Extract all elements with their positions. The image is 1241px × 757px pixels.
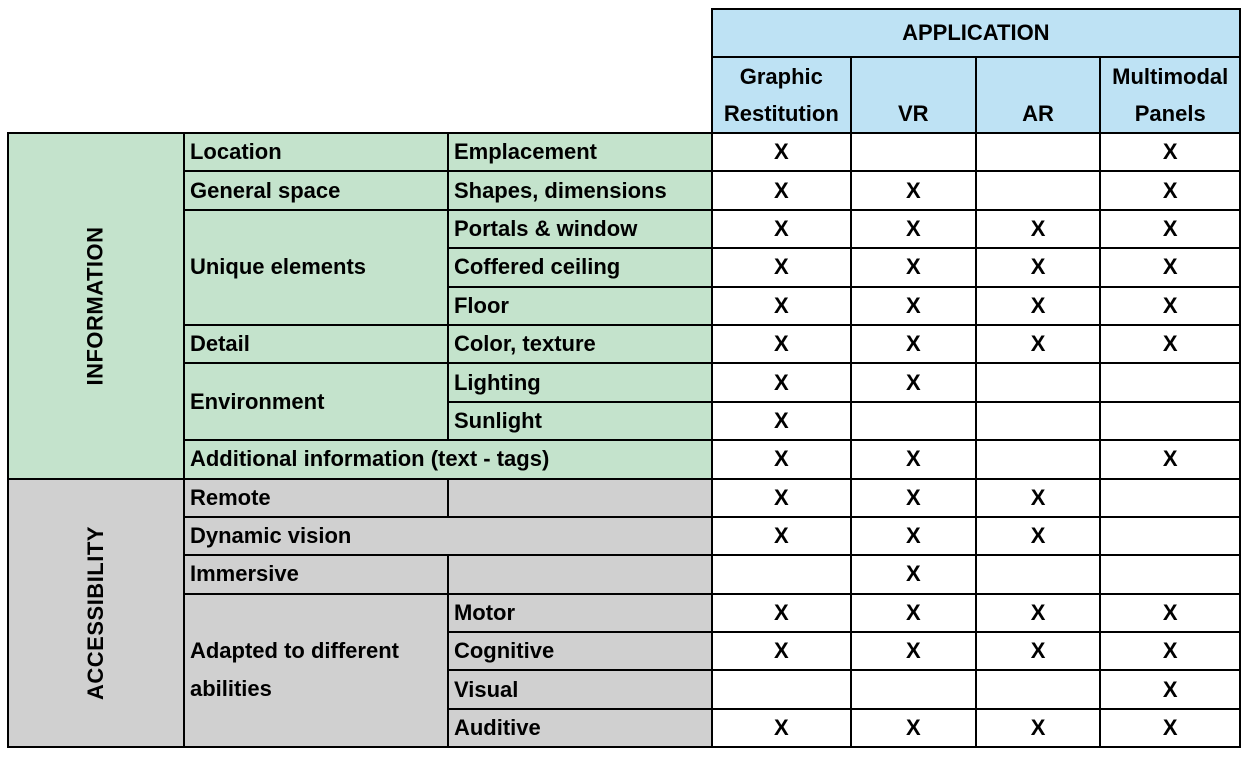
mark-cell xyxy=(851,402,976,440)
mark-cell xyxy=(976,670,1101,708)
subcategory-visual: Visual xyxy=(448,670,712,708)
category-location: Location xyxy=(184,133,448,171)
mark-cell: X xyxy=(851,555,976,593)
mark-cell: X xyxy=(976,632,1101,670)
category-dynamic-vision: Dynamic vision xyxy=(184,517,712,555)
mark-cell xyxy=(712,670,851,708)
table-row xyxy=(8,555,1240,593)
subcategory-lighting: Lighting xyxy=(448,363,712,401)
mark-cell: X xyxy=(712,440,851,478)
subcategory-auditive: Auditive xyxy=(448,709,712,747)
mark-cell: X xyxy=(1100,210,1240,248)
column-header-multimodal-panels xyxy=(1100,57,1240,133)
mark-cell: X xyxy=(851,287,976,325)
mark-cell: X xyxy=(712,325,851,363)
subcategory-portals: Portals & window xyxy=(448,210,712,248)
header-row-columns xyxy=(8,57,1240,133)
table-row xyxy=(8,363,1240,401)
blank-corner xyxy=(8,9,712,57)
column-header-line2: Restitution xyxy=(723,101,839,126)
mark-cell: X xyxy=(976,210,1101,248)
column-header-line2: Panels xyxy=(1134,101,1206,126)
mark-cell xyxy=(976,363,1101,401)
table-row xyxy=(8,171,1240,209)
mark-cell: X xyxy=(851,632,976,670)
subcategory-motor: Motor xyxy=(448,594,712,632)
mark-cell: X xyxy=(851,440,976,478)
mark-cell: X xyxy=(976,709,1101,747)
subcategory-floor: Floor xyxy=(448,287,712,325)
mark-cell xyxy=(1100,363,1240,401)
group-accessibility-label: ACCESSIBILITY xyxy=(8,479,184,748)
mark-cell: X xyxy=(1100,594,1240,632)
mark-cell: X xyxy=(1100,325,1240,363)
mark-cell: X xyxy=(851,479,976,517)
mark-cell: X xyxy=(712,248,851,286)
mark-cell: X xyxy=(851,325,976,363)
mark-cell xyxy=(1100,402,1240,440)
mark-cell: X xyxy=(712,517,851,555)
category-unique-elements: Unique elements xyxy=(184,210,448,325)
mark-cell: X xyxy=(712,210,851,248)
table-row xyxy=(8,517,1240,555)
subcategory-immersive-empty xyxy=(448,555,712,593)
mark-cell: X xyxy=(976,594,1101,632)
application-header: APPLICATION xyxy=(712,9,1240,57)
comparison-table xyxy=(7,8,1241,748)
column-header-line1 xyxy=(977,58,1100,95)
comparison-table-container xyxy=(7,8,1241,748)
category-detail: Detail xyxy=(184,325,448,363)
mark-cell: X xyxy=(1100,440,1240,478)
mark-cell: X xyxy=(851,210,976,248)
mark-cell: X xyxy=(851,171,976,209)
mark-cell: X xyxy=(712,632,851,670)
column-header-ar xyxy=(976,57,1101,133)
column-header-line1: Multimodal xyxy=(1112,64,1229,89)
category-adapted-line2: abilities xyxy=(189,676,272,702)
mark-cell: X xyxy=(712,133,851,171)
mark-cell xyxy=(976,171,1101,209)
mark-cell: X xyxy=(1100,133,1240,171)
category-environment: Environment xyxy=(184,363,448,440)
subcategory-coffered-ceiling: Coffered ceiling xyxy=(448,248,712,286)
subcategory-emplacement: Emplacement xyxy=(448,133,712,171)
mark-cell: X xyxy=(712,479,851,517)
category-additional-information: Additional information (text - tags) xyxy=(184,440,712,478)
subcategory-cognitive: Cognitive xyxy=(448,632,712,670)
category-adapted-line1: Adapted to different xyxy=(189,638,399,664)
column-header-line2: AR xyxy=(1022,101,1054,126)
subcategory-shapes: Shapes, dimensions xyxy=(448,171,712,209)
column-header-vr xyxy=(851,57,976,133)
mark-cell: X xyxy=(1100,709,1240,747)
mark-cell xyxy=(851,670,976,708)
table-row xyxy=(8,325,1240,363)
category-general-space: General space xyxy=(184,171,448,209)
mark-cell: X xyxy=(976,517,1101,555)
mark-cell: X xyxy=(712,171,851,209)
mark-cell: X xyxy=(1100,670,1240,708)
mark-cell xyxy=(712,555,851,593)
mark-cell: X xyxy=(1100,632,1240,670)
mark-cell: X xyxy=(1100,171,1240,209)
mark-cell xyxy=(1100,517,1240,555)
mark-cell: X xyxy=(712,594,851,632)
mark-cell xyxy=(976,133,1101,171)
mark-cell: X xyxy=(851,248,976,286)
header-row-application xyxy=(8,9,1240,57)
table-row xyxy=(8,594,1240,632)
table-row xyxy=(8,479,1240,517)
subcategory-sunlight: Sunlight xyxy=(448,402,712,440)
mark-cell: X xyxy=(976,325,1101,363)
column-header-graphic-restitution xyxy=(712,57,851,133)
mark-cell xyxy=(976,440,1101,478)
table-row xyxy=(8,210,1240,248)
mark-cell: X xyxy=(851,709,976,747)
mark-cell: X xyxy=(976,287,1101,325)
mark-cell xyxy=(1100,479,1240,517)
mark-cell: X xyxy=(1100,287,1240,325)
mark-cell: X xyxy=(851,594,976,632)
mark-cell: X xyxy=(976,479,1101,517)
mark-cell: X xyxy=(712,402,851,440)
mark-cell: X xyxy=(851,363,976,401)
category-adapted-abilities xyxy=(184,594,448,748)
mark-cell: X xyxy=(851,517,976,555)
mark-cell: X xyxy=(712,709,851,747)
column-header-line1 xyxy=(852,58,975,95)
column-header-line2: VR xyxy=(898,101,929,126)
mark-cell: X xyxy=(712,363,851,401)
mark-cell xyxy=(1100,555,1240,593)
blank-corner-2 xyxy=(8,57,712,133)
category-remote: Remote xyxy=(184,479,448,517)
table-row xyxy=(8,133,1240,171)
mark-cell: X xyxy=(1100,248,1240,286)
mark-cell: X xyxy=(976,248,1101,286)
column-header-line1: Graphic xyxy=(739,64,823,89)
mark-cell: X xyxy=(712,287,851,325)
mark-cell xyxy=(851,133,976,171)
category-immersive: Immersive xyxy=(184,555,448,593)
mark-cell xyxy=(976,402,1101,440)
subcategory-color-texture: Color, texture xyxy=(448,325,712,363)
subcategory-remote-empty xyxy=(448,479,712,517)
group-information-label: INFORMATION xyxy=(8,133,184,479)
table-row xyxy=(8,440,1240,478)
mark-cell xyxy=(976,555,1101,593)
